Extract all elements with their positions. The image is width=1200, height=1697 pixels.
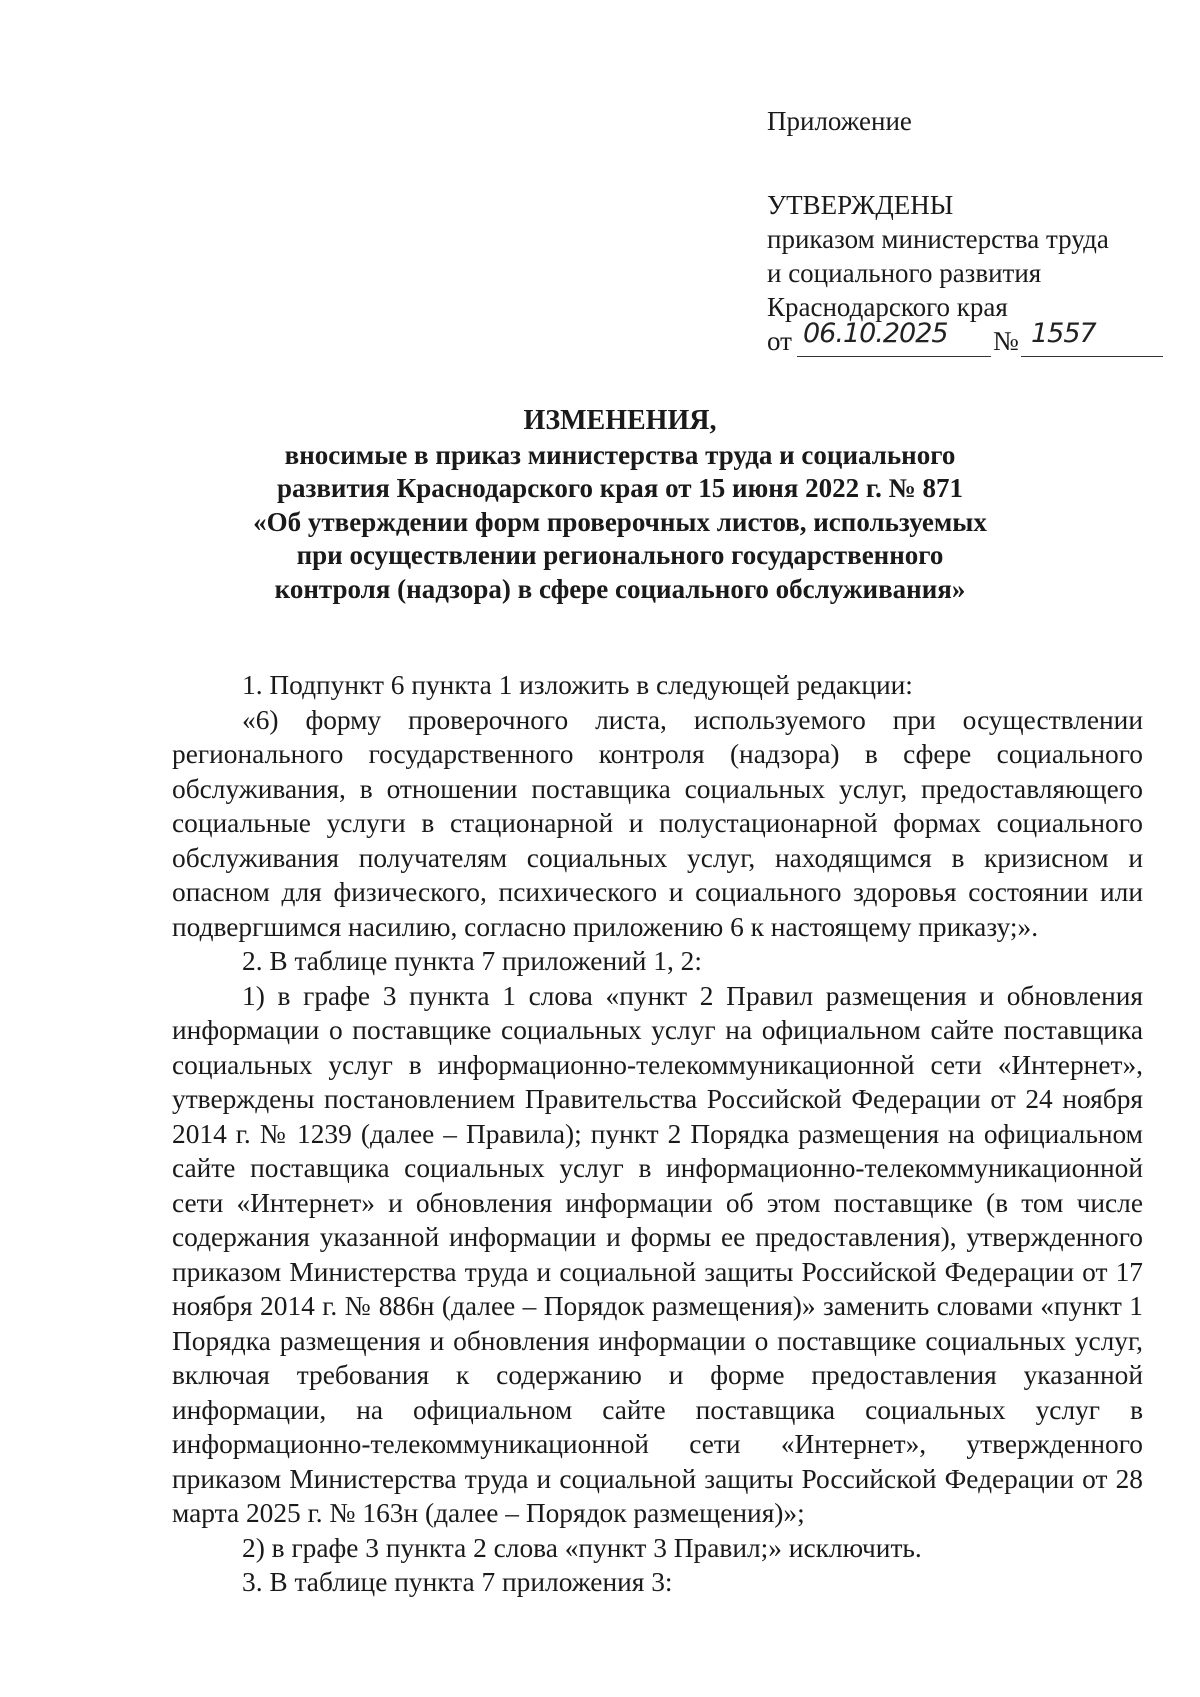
date-underline bbox=[797, 356, 991, 357]
paragraph-2-subitem-2: 2) в графе 3 пункта 2 слова «пункт 3 Правил;» исключить. bbox=[242, 1532, 922, 1563]
order-number-handwritten: 1557 bbox=[1031, 318, 1096, 349]
number-label: № bbox=[993, 326, 1019, 356]
title-line: «Об утверждении форм проверочных листов, используемых bbox=[253, 506, 987, 537]
approval-line-1: приказом министерства труда bbox=[767, 224, 1109, 254]
paragraph-1: 1. Подпункт 6 пункта 1 изложить в следующей редакции: bbox=[242, 670, 913, 700]
paragraph-2: 2. В таблице пункта 7 приложений 1, 2: bbox=[242, 946, 702, 976]
paragraph-1-subitem-6: «6) форму проверочного листа, используемого при осуществлении регионального государственного контроля (надзора) в сфере социального обслуживания, в отношении поставщика социальных услуг, предоставляющего социальные услуги в стационарной и полустационарной формах социального обслуживания получателям социальных услуг, находящимся в кризисном и опасном для физического, психического и социального здоровья состоянии или подвергшимся насилию, согласно приложению 6 к настоящему приказу;». bbox=[172, 704, 1143, 942]
title-line: при осуществлении регионального государственного bbox=[296, 540, 944, 571]
approval-block bbox=[767, 104, 1167, 360]
approved-heading: УТВЕРЖДЕНЫ bbox=[767, 190, 954, 220]
title-line: вносимые в приказ министерства труда и социального bbox=[284, 439, 956, 470]
document-body bbox=[172, 668, 1143, 1600]
paragraph-3: 3. В таблице пункта 7 приложения 3: bbox=[242, 1567, 673, 1597]
title-line: контроля (надзора) в сфере социального обслуживания» bbox=[274, 573, 966, 604]
paragraph-2-subitem-1: 1) в графе 3 пункта 1 слова «пункт 2 Правил размещения и обновления информации о поставщике социальных услуг на официальном сайте поставщика социальных услуг в информационно-телекоммуникационной сети «Интернет», утверждены постановлением Правительства Российской Федерации от 24 ноября 2014 г. № 1239 (далее – Правила); пункт 2 Порядка размещения на официальном сайте поставщика социальных услуг в информационно-телекоммуникационной сети «Интернет» и обновления информации об этом поставщике (в том числе содержания указанной информации и формы ее предоставления), утвержденного приказом Министерства труда и социальной защиты Российской Федерации от 17 ноября 2014 г. № 886н (далее – Порядок размещения)» заменить словами «пункт 1 Порядка размещения и обновления информации о поставщике социальных услуг, включая требования к содержанию и форме предоставления указанной информации, на официальном сайте поставщика социальных услуг в информационно-телекоммуникационной сети «Интернет», утвержденного приказом Министерства труда и социальной защиты Российской Федерации от 28 марта 2025 г. № 163н (далее – Порядок размещения)»; bbox=[172, 980, 1143, 1528]
from-label: от bbox=[767, 326, 792, 356]
number-underline bbox=[1021, 356, 1163, 357]
order-date-handwritten: 06.10.2025 bbox=[803, 318, 948, 349]
approval-line-3: Краснодарского края bbox=[767, 292, 1008, 322]
title-line: развития Краснодарского края от 15 июня 2022 г. № 871 bbox=[276, 473, 964, 504]
approval-line-2: и социального развития bbox=[767, 258, 1042, 288]
title-main: ИЗМЕНЕНИЯ, bbox=[523, 405, 717, 436]
document-title bbox=[230, 404, 1010, 607]
appendix-label: Приложение bbox=[767, 106, 912, 136]
order-date-number-line bbox=[767, 318, 1167, 360]
